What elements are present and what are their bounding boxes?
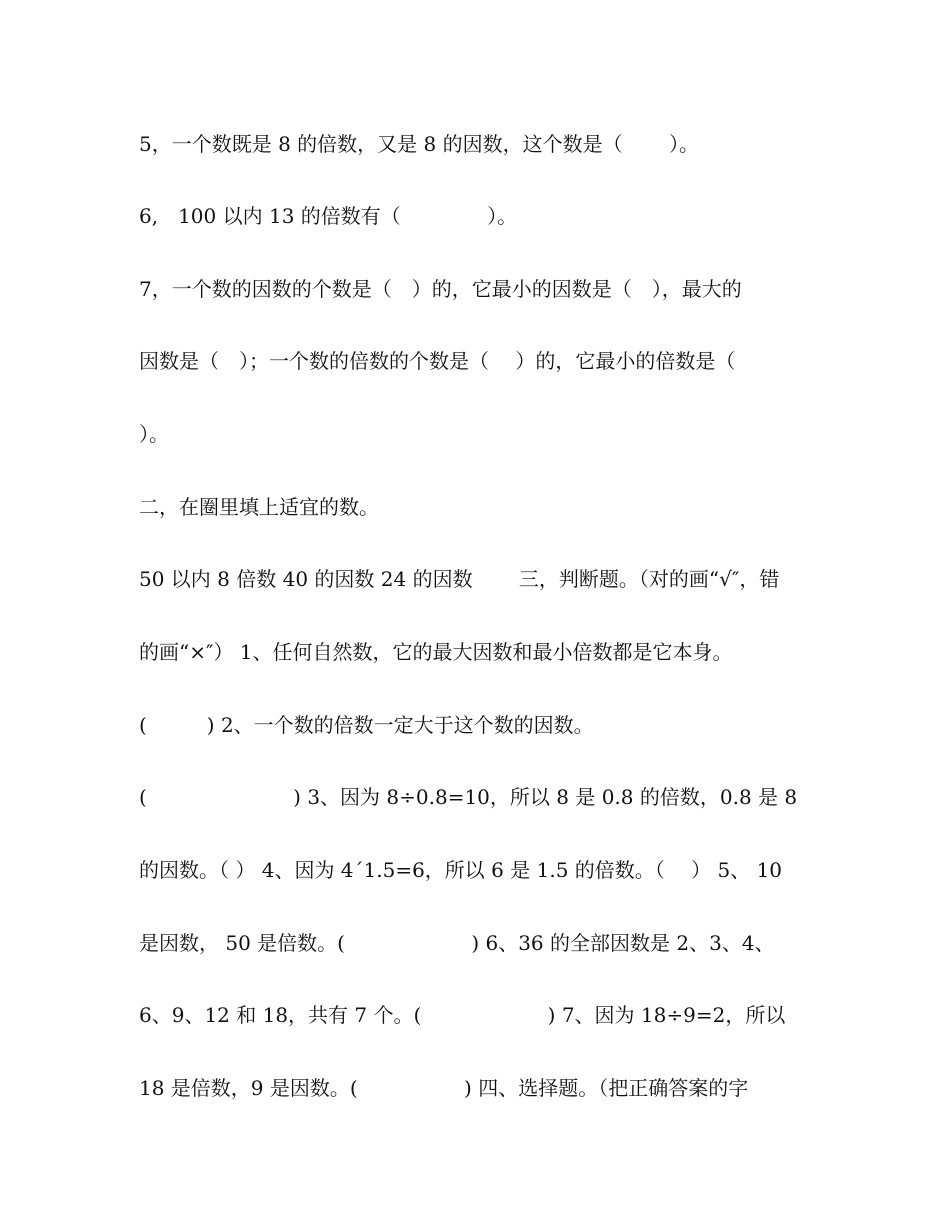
text-line: ）。 [139, 422, 169, 446]
text-line: 6, 100 以内 13 的倍数有（ ）。 [139, 204, 518, 228]
text-line: 5，一个数既是 8 的倍数，又是 8 的因数，这个数是（ ）。 [139, 132, 699, 156]
text-line: 6、9、12 和 18，共有 7 个。( ) 7、因为 18÷9=2，所以 [139, 1003, 786, 1027]
text-line: 50 以内 8 倍数 40 的因数 24 的因数 三，判断题。（对的画“√″，错 [139, 567, 780, 591]
text-line: 的画“×″） 1、任何自然数，它的最大因数和最小倍数都是它本身。 [139, 640, 733, 664]
text-line: 是因数， 50 是倍数。( ) 6、36 的全部因数是 2、3、4、 [139, 931, 775, 955]
text-line: 18 是倍数，9 是因数。( ) 四、选择题。（把正确答案的字 [139, 1076, 749, 1100]
text-line: 7，一个数的因数的个数是（ ）的，它最小的因数是（ ），最大的 [139, 277, 742, 301]
text-line: ( ) 3、因为 8÷0.8=10，所以 8 是 0.8 的倍数，0.8 是 8 [139, 785, 798, 809]
section-heading: 二，在圈里填上适宜的数。 [139, 495, 379, 519]
text-line: 的因数。（ ） 4、因为 4´1.5=6，所以 6 是 1.5 的倍数。（ ） 5、 10 [139, 858, 783, 882]
text-line: 因数是（ ）；一个数的倍数的个数是（ ）的，它最小的倍数是（ [139, 349, 736, 373]
text-line: ( ) 2、一个数的倍数一定大于这个数的因数。 [139, 713, 594, 737]
